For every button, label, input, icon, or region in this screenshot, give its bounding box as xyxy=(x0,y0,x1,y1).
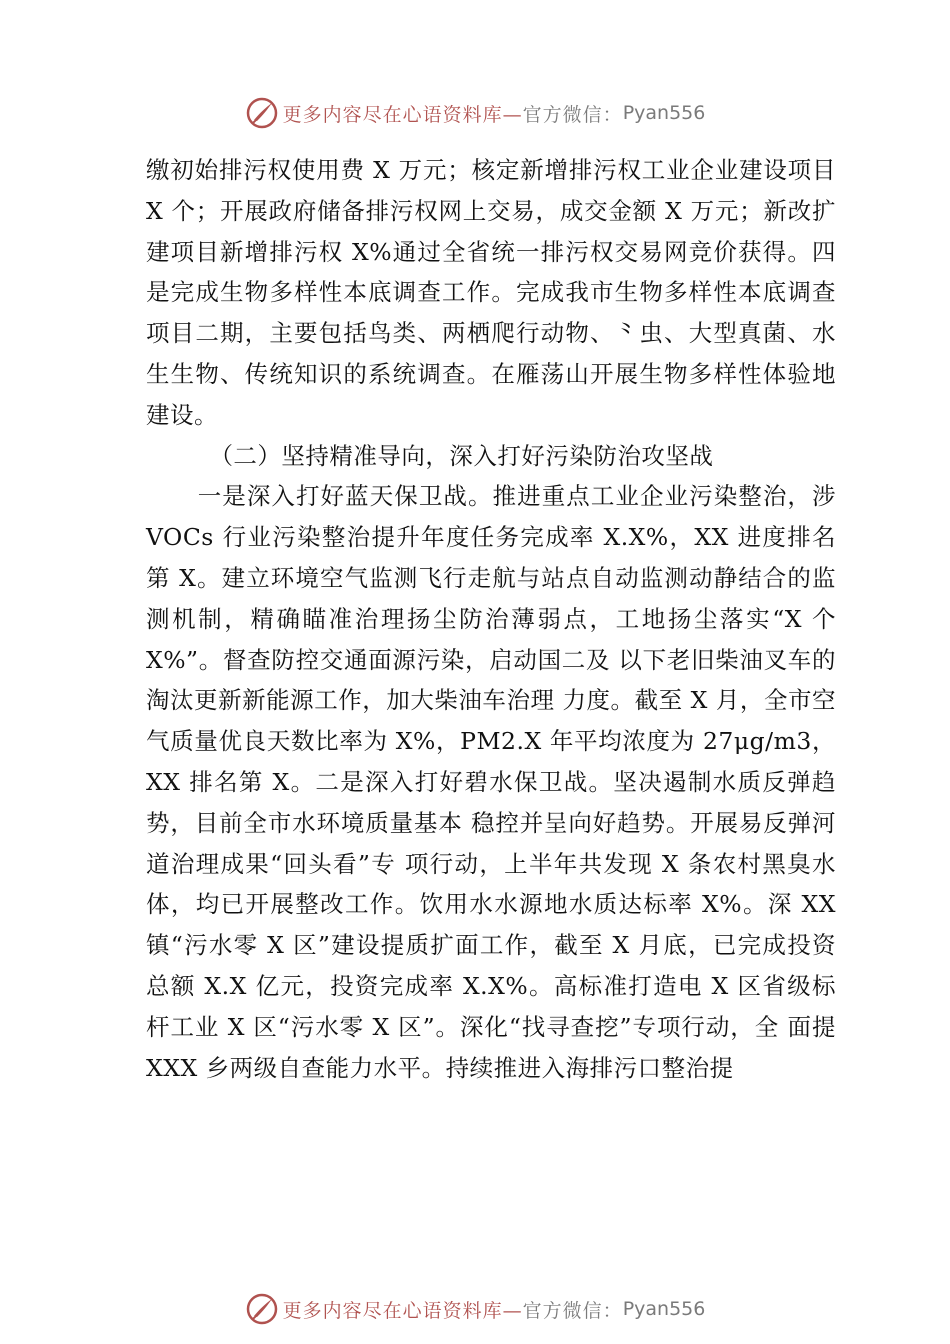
watermark-wechat-id: Pyan556 xyxy=(622,1298,706,1320)
section-heading-2: （二）坚持精准导向，深入打好污染防治攻坚战 xyxy=(209,441,714,470)
watermark-wechat-label: 官方微信： xyxy=(522,1299,623,1322)
watermark-wechat-label: 官方微信： xyxy=(522,103,623,126)
watermark-wechat-id: Pyan556 xyxy=(622,102,706,124)
paragraph-1: 缴初始排污权使用费 X 万元；核定新增排污权工业企业建设项目 X 个；开展政府储备排污权网上交易，成交金额 X 万元；新改扩建项目新增排污权 X%通过全省统一排污权交易网竞价获得。四是完成生物多样性本底调查工作。完成我市生物多样性本底调查项目二期，主要包括鸟类、两栖爬行动物、⺀虫、大型真菌、水生生物、传统知识的系统调查。在雁荡山开展生物多样性体验地建设。 xyxy=(146,156,836,429)
watermark-promo-text: 更多内容尽在心语资料库— xyxy=(282,103,523,126)
footer-watermark xyxy=(0,1292,950,1326)
paragraph-2: 一是深入打好蓝天保卫战。推进重点工业企业污染整治，涉 VOCs 行业污染整治提升年度任务完成率 X.X%，XX 进度排名第 X。建立环境空气监测飞行走航与站点自动监测动静结合的监测机制，精确瞄准治理扬尘防治薄弱点，工地扬尘落实“X 个 X%”。督查防控交通面源污染，启动国二及 以下老旧柴油叉车的淘汰更新新能源工作，加大柴油车治理 力度。截至 X 月，全市空气质量优良天数比率为 X%，PM2.X 年平均浓度为 27μg/m3，XX 排名第 X。二是深入打好碧水保卫战。坚决遏制水质反弹趋势，目前全市水环境质量基本 稳控并呈向好趋势。开展易反弹河道治理成果“回头看”专 项行动，上半年共发现 X 条农村黑臭水体，均已开展整改工作。饮用水水源地水质达标率 X%。深 XX 镇“污水零 X 区”建设提质扩面工作，截至 X 月底，已完成投资总额 X.X 亿元，投资完成率 X.X%。高标准打造电 X 区省级标杆工业 X 区“污水零 X 区”。深化“找寻查挖”专项行动，全 面提 XXX 乡两级自查能力水平。持续推进入海排污口整治提 xyxy=(146,482,836,1082)
quill-seal-logo-icon xyxy=(245,1292,279,1326)
header-watermark xyxy=(0,96,950,130)
quill-seal-logo-icon xyxy=(245,96,279,130)
document-body xyxy=(146,150,836,1088)
watermark-promo-text: 更多内容尽在心语资料库— xyxy=(282,1299,523,1322)
